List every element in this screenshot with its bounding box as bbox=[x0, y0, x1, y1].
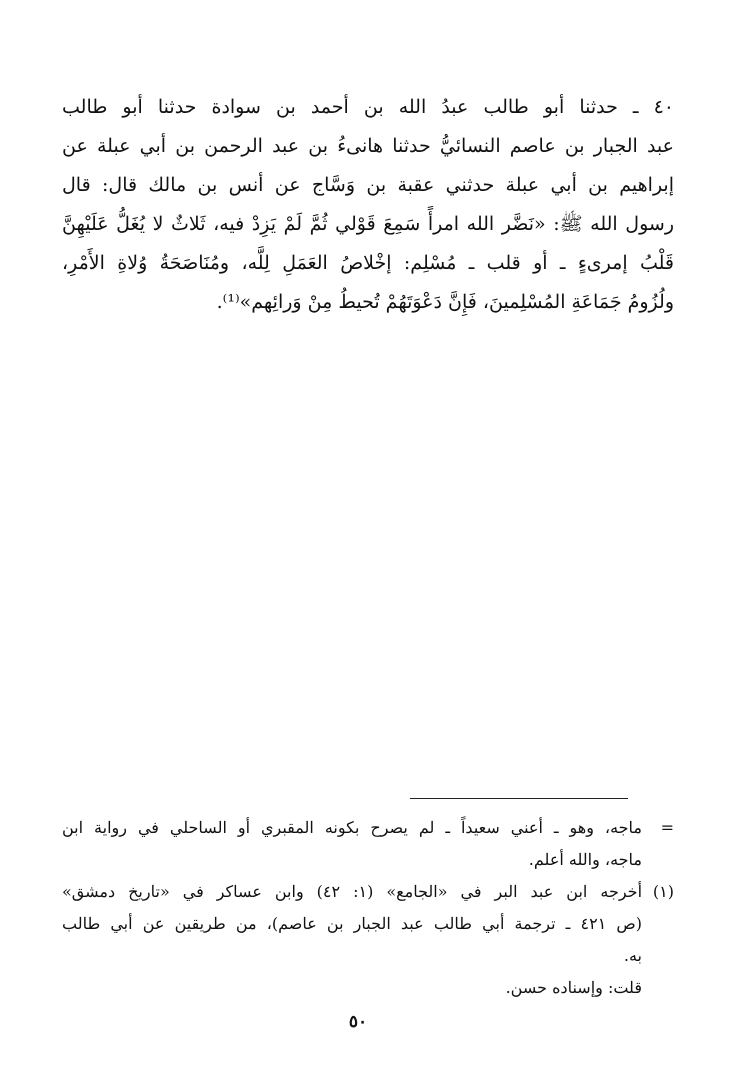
footnote-continuation-line-1 bbox=[62, 812, 674, 844]
hadith-line-6: ولُزُومُ جَمَاعَةِ المُسْلِمينَ، فَإِنَّ دَعْوَتَهُمْ تُحيطُ مِنْ وَرائِهم»⁽¹⁾. bbox=[216, 291, 674, 313]
hadith-text bbox=[62, 88, 674, 322]
footnote-continuation-text-1: ماجه، وهو ـ أعني سعيداً ـ لم يصرح بكونه المقبري أو الساحلي في رواية ابن bbox=[62, 818, 642, 837]
footnote-1-line-2: (ص ٤٢١ ـ ترجمة أبي طالب عبد الجبار بن عاصم)، من طريقين عن أبي طالب bbox=[62, 914, 643, 933]
hadith-line-5: قَلْبُ إمرىءٍ ـ أو قلب ـ مُسْلِم: إخْلاصُ العَمَلِ لِلَّه، ومُنَاصَحَةُ وُلاةِ الأَمْرِ، bbox=[62, 252, 674, 274]
footnote-1-text-1: أخرجه ابن عبد البر في «الجامع» (١: ٤٢) وابن عساكر في «تاريخ دمشق» bbox=[62, 882, 643, 901]
hadith-line-1: ٤٠ ـ حدثنا أبو طالب عبدُ الله بن أحمد بن سوادة حدثنا أبو طالب bbox=[62, 96, 674, 118]
page-number: ٥٠ bbox=[348, 1012, 368, 1032]
hadith-line-2: عبد الجبار بن عاصم النسائيُّ حدثنا هانىءُ بن عبد الرحمن بن أبي عبلة عن bbox=[62, 135, 674, 157]
continuation-marker: = bbox=[660, 818, 674, 837]
footnote-continuation-line-2: ماجه، والله أعلم. bbox=[528, 850, 642, 869]
footnote-1-line-4: قلت: وإسناده حسن. bbox=[505, 978, 642, 997]
footnote-separator bbox=[410, 798, 628, 799]
footnote-1-line-3: به. bbox=[623, 946, 642, 965]
footnote-1-line-1 bbox=[62, 876, 674, 908]
footnote-1-marker: (١) bbox=[652, 882, 674, 901]
hadith-line-4: رسول الله ﷺ: «نَضَّر الله امرأً سَمِعَ قَوْلي ثُمَّ لَمْ يَزِدْ فيه، ثَلاثٌ لا يُغَلُّ عَلَيْهِنَّ bbox=[62, 213, 674, 235]
footnotes bbox=[62, 812, 674, 1004]
hadith-line-3: إبراهيم بن أبي عبلة حدثني عقبة بن وَسَّاج عن أنس بن مالك قال: قال bbox=[62, 174, 674, 196]
